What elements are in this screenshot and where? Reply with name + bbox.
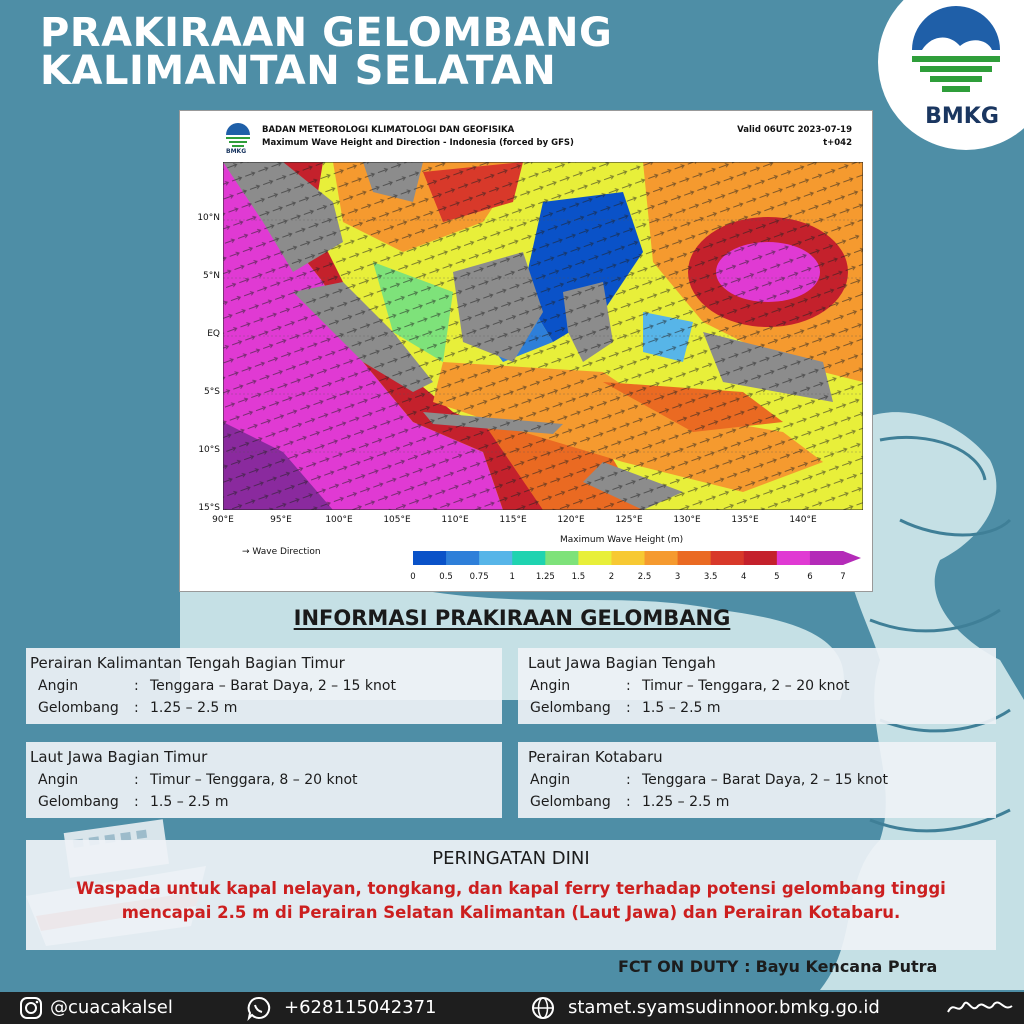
- signature-icon: [946, 996, 1016, 1020]
- footer-bar: [0, 992, 1024, 1024]
- lon-label: 115°E: [499, 515, 527, 525]
- colorbar-tick-label: 1.5: [571, 572, 586, 582]
- lat-label: EQ: [207, 329, 220, 339]
- colorbar-segment: [645, 551, 679, 565]
- wind-key: Angin: [530, 772, 571, 788]
- wave-value: 1.25 – 2.5 m: [642, 794, 730, 810]
- colorbar-tick-label: 2: [608, 572, 615, 582]
- colorbar-tick-label: 4: [741, 572, 747, 582]
- colorbar-tick-label: 0.75: [469, 572, 489, 582]
- wave-height-map-plot: [223, 162, 863, 510]
- page-title: [40, 10, 613, 94]
- info-box: [26, 742, 502, 818]
- colorbar-extend-arrow: [843, 551, 861, 565]
- instagram-handle[interactable]: @cuacakalsel: [50, 997, 173, 1018]
- info-box-title: Laut Jawa Bagian Tengah: [528, 654, 716, 672]
- colorbar-segment: [678, 551, 712, 565]
- colon: :: [134, 678, 139, 694]
- colorbar-segment: [446, 551, 480, 565]
- website-link[interactable]: stamet.syamsudinnoor.bmkg.go.id: [568, 997, 880, 1018]
- lon-label: 105°E: [383, 515, 411, 525]
- info-box-title: Perairan Kalimantan Tengah Bagian Timur: [30, 654, 345, 672]
- info-box-title: Laut Jawa Bagian Timur: [30, 748, 208, 766]
- colorbar-tick-label: 3.5: [703, 572, 718, 582]
- wave-key: Gelombang: [530, 794, 611, 810]
- fct-label: FCT ON DUTY :: [618, 957, 751, 976]
- warning-title: PERINGATAN DINI: [432, 848, 590, 869]
- wave-key: Gelombang: [38, 700, 119, 716]
- wind-row: [530, 772, 888, 788]
- wind-row: [38, 678, 396, 694]
- colorbar-segment: [777, 551, 811, 565]
- colorbar-segment: [810, 551, 844, 565]
- wave-value: 1.5 – 2.5 m: [642, 700, 721, 716]
- colorbar-segment: [611, 551, 645, 565]
- lat-label: 15°S: [198, 503, 220, 513]
- info-box-title: Perairan Kotabaru: [528, 748, 663, 766]
- lon-label: 125°E: [615, 515, 643, 525]
- colorbar-segment: [711, 551, 745, 565]
- warning-text: [26, 877, 996, 925]
- wave-forecast-map: [179, 110, 873, 592]
- colorbar-tick-label: 7: [840, 572, 846, 582]
- colorbar-tick-label: 0: [410, 572, 416, 582]
- early-warning-box: [26, 840, 996, 950]
- wave-direction-legend: → Wave Direction: [242, 547, 321, 557]
- lat-label: 5°N: [203, 271, 220, 281]
- lat-label: 10°S: [198, 445, 220, 455]
- whatsapp-icon: [246, 995, 272, 1021]
- colon: :: [134, 772, 139, 788]
- colorbar-segment: [479, 551, 513, 565]
- wind-value: Timur – Tenggara, 8 – 20 knot: [150, 772, 358, 788]
- title-line-2: KALIMANTAN SELATAN: [40, 48, 557, 94]
- wave-row: [530, 794, 729, 810]
- globe-icon: [530, 995, 556, 1021]
- lon-label: 140°E: [789, 515, 817, 525]
- colorbar-segment: [578, 551, 612, 565]
- lon-label: 130°E: [673, 515, 701, 525]
- wind-key: Angin: [38, 678, 79, 694]
- colorbar-tick-label: 1: [509, 572, 515, 582]
- colon: :: [626, 678, 631, 694]
- wave-row: [530, 700, 721, 716]
- lon-label: 120°E: [557, 515, 585, 525]
- colorbar-tick-label: 1.25: [535, 572, 555, 582]
- forecaster-on-duty: [618, 957, 937, 976]
- info-box: [518, 648, 996, 724]
- map-org-name: BADAN METEOROLOGI KLIMATOLOGI DAN GEOFISIKA: [262, 125, 515, 135]
- instagram-icon: [18, 995, 44, 1021]
- fct-name: Bayu Kencana Putra: [755, 957, 938, 976]
- colorbar-segment: [512, 551, 546, 565]
- colorbar-tick-label: 3: [674, 572, 681, 582]
- lat-label: 10°N: [197, 213, 220, 223]
- wave-row: [38, 700, 237, 716]
- info-heading: INFORMASI PRAKIRAAN GELOMBANG: [293, 606, 731, 630]
- phone-number[interactable]: +628115042371: [284, 997, 437, 1018]
- colon: :: [134, 700, 139, 716]
- colorbar-segment: [545, 551, 579, 565]
- wind-value: Tenggara – Barat Daya, 2 – 15 knot: [642, 772, 888, 788]
- wave-key: Gelombang: [530, 700, 611, 716]
- info-box: [518, 742, 996, 818]
- wind-value: Tenggara – Barat Daya, 2 – 15 knot: [150, 678, 396, 694]
- warning-line-2: mencapai 2.5 m di Perairan Selatan Kalimantan (Laut Jawa) dan Perairan Kotabaru.: [121, 903, 901, 922]
- colorbar-title: Maximum Wave Height (m): [560, 535, 684, 545]
- wave-key: Gelombang: [38, 794, 119, 810]
- wind-key: Angin: [530, 678, 571, 694]
- bmkg-logo-icon: [906, 0, 1006, 104]
- colon: :: [626, 772, 631, 788]
- colon: :: [626, 794, 631, 810]
- colorbar-segment: [413, 551, 447, 565]
- wind-key: Angin: [38, 772, 79, 788]
- lat-label: 5°S: [204, 387, 220, 397]
- logo-text: BMKG: [925, 104, 999, 129]
- mini-logo-text: BMKG: [226, 148, 247, 155]
- colon: :: [626, 700, 631, 716]
- title-line-1: PRAKIRAAN GELOMBANG: [40, 10, 613, 56]
- colorbar-segment: [744, 551, 778, 565]
- wind-row: [38, 772, 358, 788]
- wind-row: [530, 678, 850, 694]
- colorbar: [413, 551, 863, 567]
- wave-value: 1.25 – 2.5 m: [150, 700, 238, 716]
- colorbar-tick-label: 2.5: [637, 572, 652, 582]
- wind-value: Timur – Tenggara, 2 – 20 knot: [642, 678, 850, 694]
- lon-label: 90°E: [212, 515, 234, 525]
- warning-line-1: Waspada untuk kapal nelayan, tongkang, dan kapal ferry terhadap potensi gelombang tinggi: [76, 879, 946, 898]
- colorbar-tick-label: 5: [774, 572, 780, 582]
- wave-row: [38, 794, 229, 810]
- colon: :: [134, 794, 139, 810]
- bmkg-mini-logo-icon: [224, 121, 252, 149]
- map-forecast-step: t+042: [823, 138, 852, 148]
- wave-value: 1.5 – 2.5 m: [150, 794, 229, 810]
- lon-label: 135°E: [731, 515, 759, 525]
- map-valid-time: Valid 06UTC 2023-07-19: [737, 125, 852, 135]
- lon-label: 110°E: [441, 515, 469, 525]
- info-box: [26, 648, 502, 724]
- lon-label: 100°E: [325, 515, 353, 525]
- map-subtitle: Maximum Wave Height and Direction - Indonesia (forced by GFS): [262, 138, 574, 148]
- colorbar-tick-label: 6: [807, 572, 813, 582]
- lon-label: 95°E: [270, 515, 292, 525]
- colorbar-tick-label: 0.5: [439, 572, 453, 582]
